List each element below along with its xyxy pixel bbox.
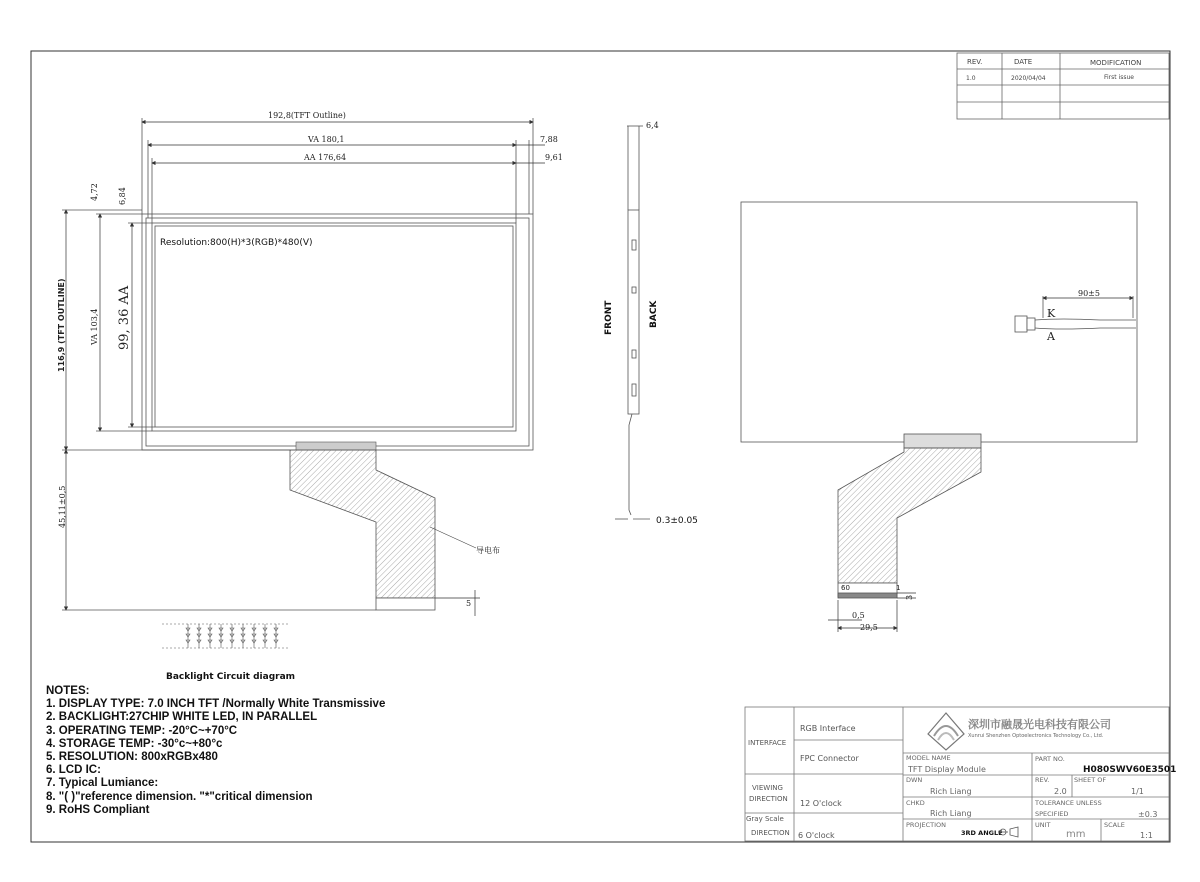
model-name-value: TFT Display Module: [908, 765, 986, 774]
pin-1: 1: [896, 584, 901, 592]
side-view: [615, 126, 650, 519]
model-name-label: MODEL NAME: [906, 754, 951, 762]
pin-a: A: [1047, 330, 1055, 343]
rev-row-1: 1.0: [966, 75, 976, 82]
resolution-label: Resolution:800(H)*3(RGB)*480(V): [160, 238, 313, 248]
company-name-cn: 深圳市融晟光电科技有限公司: [968, 718, 1111, 731]
part-no-label: PART NO.: [1035, 755, 1065, 763]
front-view: [62, 118, 533, 610]
scale-label: SCALE: [1104, 821, 1125, 829]
top-offset-b: 6,84: [118, 187, 127, 205]
note-5: 5. RESOLUTION: 800xRGBx480: [46, 751, 218, 764]
interface-value-2: FPC Connector: [800, 754, 859, 763]
back-view: [741, 202, 1137, 598]
note-3: 3. OPERATING TEMP: -20°C~+70°C: [46, 724, 238, 737]
projection-label: PROJECTION: [906, 821, 946, 829]
backlight-caption: Backlight Circuit diagram: [166, 672, 296, 682]
gray-label-1: Gray Scale: [746, 815, 784, 823]
company-logo: [928, 713, 964, 750]
note-8: 8. "( )"reference dimension. "*"critical dimension: [46, 790, 313, 803]
va-width: VA 180,1: [308, 135, 345, 144]
chkd-label: CHKD: [906, 799, 925, 807]
scale-value: 1:1: [1140, 831, 1153, 840]
front-label: FRONT: [604, 300, 614, 335]
dwn-label: DWN: [906, 776, 923, 784]
note-1: 1. DISPLAY TYPE: 7.0 INCH TFT /Normally White Transmissive: [46, 698, 386, 711]
right-offset-va: 7,88: [540, 135, 558, 144]
front-fpc: [290, 442, 476, 610]
viewing-label-2: DIRECTION: [749, 795, 788, 803]
side-thickness: 6,4: [646, 121, 659, 130]
aa-height: 99, 36 AA: [117, 285, 132, 350]
va-height: VA 103,4: [90, 308, 99, 345]
note-7: 7. Typical Lumiance:: [46, 777, 159, 790]
conductive-cloth-label: 导电布: [476, 546, 500, 555]
backlight-circuit: [162, 624, 290, 648]
company-name-en: Xunrui Shenzhen Optoelectronics Technology Co., Ltd.: [968, 733, 1104, 739]
pitch: 0,5: [852, 611, 865, 620]
viewing-value: 12 O'clock: [800, 799, 842, 808]
fpc-length: 45,11±0,5: [58, 485, 67, 528]
interface-label: INTERFACE: [748, 739, 787, 747]
tft-outline-height: 116,9 (TFT OUTLINE): [57, 278, 66, 372]
gray-value: 6 O'clock: [798, 831, 835, 840]
unit-label: UNIT: [1035, 821, 1051, 829]
date-row-1: 2020/04/04: [1011, 75, 1046, 82]
film-thickness: 0.3±0.05: [656, 516, 698, 526]
rev-label: REV.: [1035, 776, 1050, 784]
unit-value: mm: [1066, 829, 1086, 840]
part-no-value: H080SWV60E3501: [1083, 765, 1177, 775]
tolerance-value: ±0.3: [1138, 810, 1158, 819]
interface-value-1: RGB Interface: [800, 724, 856, 733]
tolerance-label-1: TOLERANCE UNLESS: [1035, 799, 1102, 807]
sheet-label: SHEET OF: [1074, 776, 1107, 784]
notes-title: NOTES:: [46, 685, 90, 697]
top-offset-a: 4,72: [90, 183, 99, 201]
date-header: DATE: [1014, 58, 1033, 66]
modification-header: MODIFICATION: [1090, 59, 1142, 67]
pin-k: K: [1047, 307, 1056, 320]
right-offset-aa: 9,61: [545, 153, 563, 162]
note-9: 9. RoHS Compliant: [46, 803, 150, 816]
sheet-value: 1/1: [1131, 787, 1144, 796]
note-2: 2. BACKLIGHT:27CHIP WHITE LED, IN PARALLEL: [46, 711, 318, 724]
rev-header: REV.: [967, 58, 983, 66]
note-6: 6. LCD IC:: [46, 764, 101, 777]
gray-label-2: DIRECTION: [751, 829, 790, 837]
tolerance-label-2: SPECIFIED: [1035, 810, 1069, 818]
aa-width: AA 176,64: [304, 153, 347, 162]
cable-length: 90±5: [1078, 289, 1100, 298]
notes-block: [46, 685, 385, 817]
rev-value: 2.0: [1054, 787, 1067, 796]
fpc-tail-back: 3: [905, 594, 914, 600]
dwn-value: Rich Liang: [930, 787, 972, 796]
fpc-tail-front: 5: [466, 599, 472, 608]
tft-outline-width: 192,8(TFT Outline): [268, 111, 346, 120]
note-4: 4. STORAGE TEMP: -30°c~+80°c: [46, 737, 223, 750]
projection-value: 3RD ANGLE: [961, 829, 1003, 837]
chkd-value: Rich Liang: [930, 809, 972, 818]
fpc-width: 29,5: [860, 623, 878, 632]
back-label: BACK: [649, 300, 659, 328]
pin-60: 60: [841, 584, 850, 592]
viewing-label-1: VIEWING: [752, 784, 783, 792]
modification-row-1: First issue: [1104, 74, 1134, 81]
